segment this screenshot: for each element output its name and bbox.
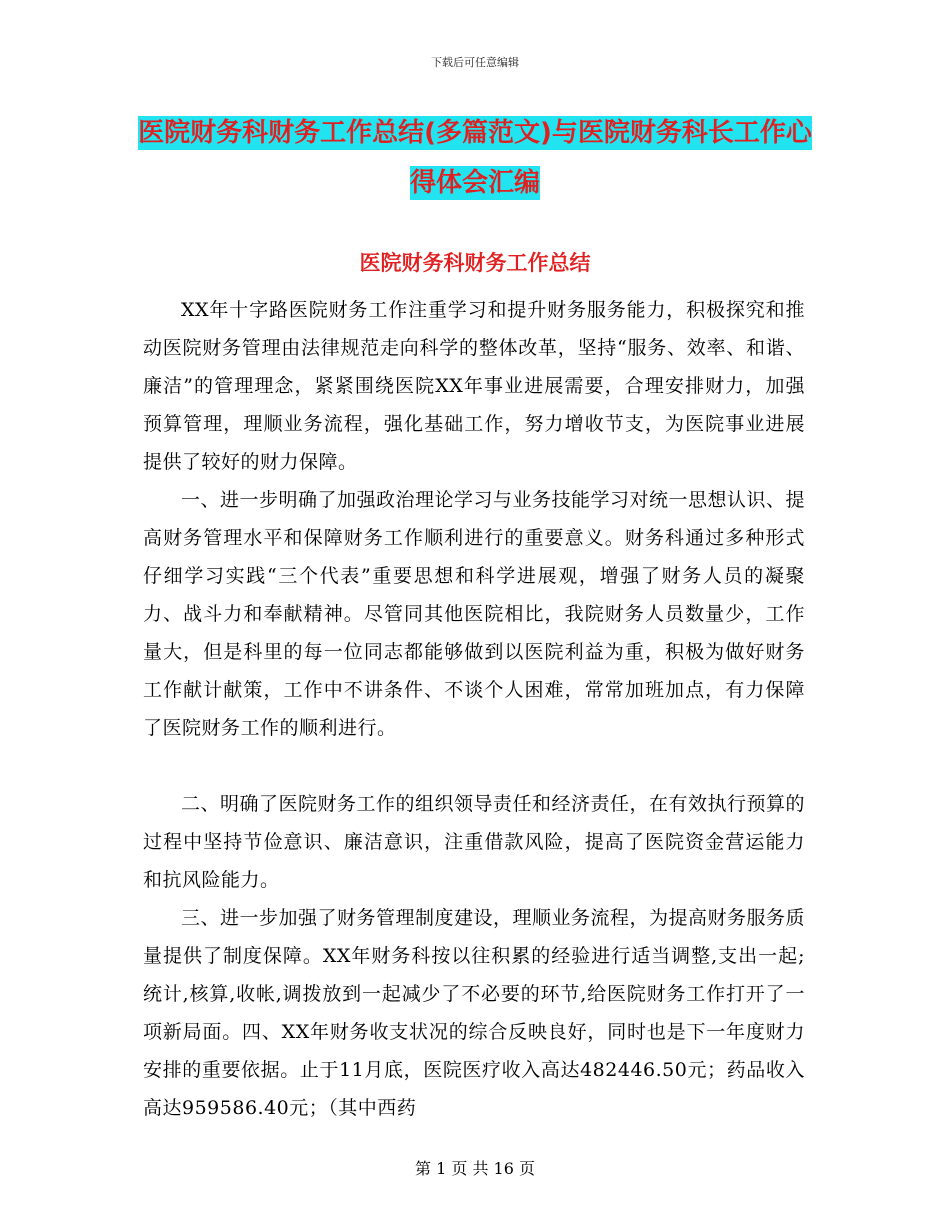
section-title: 医院财务科财务工作总结 [359,251,591,275]
document-title [130,108,820,208]
page-footer: 第 1 页 共 16 页 [415,1159,535,1178]
header-note: 下载后可任意编辑 [431,56,519,69]
body-text [143,291,805,1127]
paragraph-1: 一、进一步明确了加强政治理论学习与业务技能学习对统一思想认识、提高财务管理水平和保障财务工作顺利进行的重要意义。财务科通过多种形式仔细学习实践“三个代表”重要思想和科学进展观，增强了财务人员的凝聚力、战斗力和奉献精神。尽管同其他医院相比，我院财务人员数量少，工作量大，但是科里的每一位同志都能够做到以医院利益为重，积极为做好财务工作献计献策，工作中不讲条件、不谈个人困难，常常加班加点，有力保障了医院财务工作的顺利进行。 [143,489,806,739]
paragraph-intro: XX年十字路医院财务工作注重学习和提升财务服务能力，积极探究和推动医院财务管理由法律规范走向科学的整体改革，坚持“服务、效率、和谐、廉洁”的管理理念，紧紧围绕医院XX年事业进展需要，合理安排财力，加强预算管理，理顺业务流程，强化基础工作，努力增收节支，为医院事业进展提供了较好的财力保障。 [143,299,805,473]
paragraph-3: 三、进一步加强了财务管理制度建设，理顺业务流程，为提高财务服务质量提供了制度保障。XX年财务科按以往积累的经验进行适当调整,支出一起;统计,核算,收帐,调拨放到一起减少了不必要的环节,给医院财务工作打开了一项新局面。四、XX年财务收支状况的综合反映良好，同时也是下一年度财力安排的重要依据。止于11月底，医院医疗收入高达482446.50元；药品收入高达959586.40元；（其中西药 [143,907,806,1119]
document-title-text: 医院财务科财务工作总结(多篇范文)与医院财务科长工作心得体会汇编 [138,118,812,198]
paragraph-2: 二、明确了医院财务工作的组织领导责任和经济责任，在有效执行预算的过程中坚持节俭意识、廉洁意识，注重借款风险，提高了医院资金营运能力和抗风险能力。 [143,793,806,891]
